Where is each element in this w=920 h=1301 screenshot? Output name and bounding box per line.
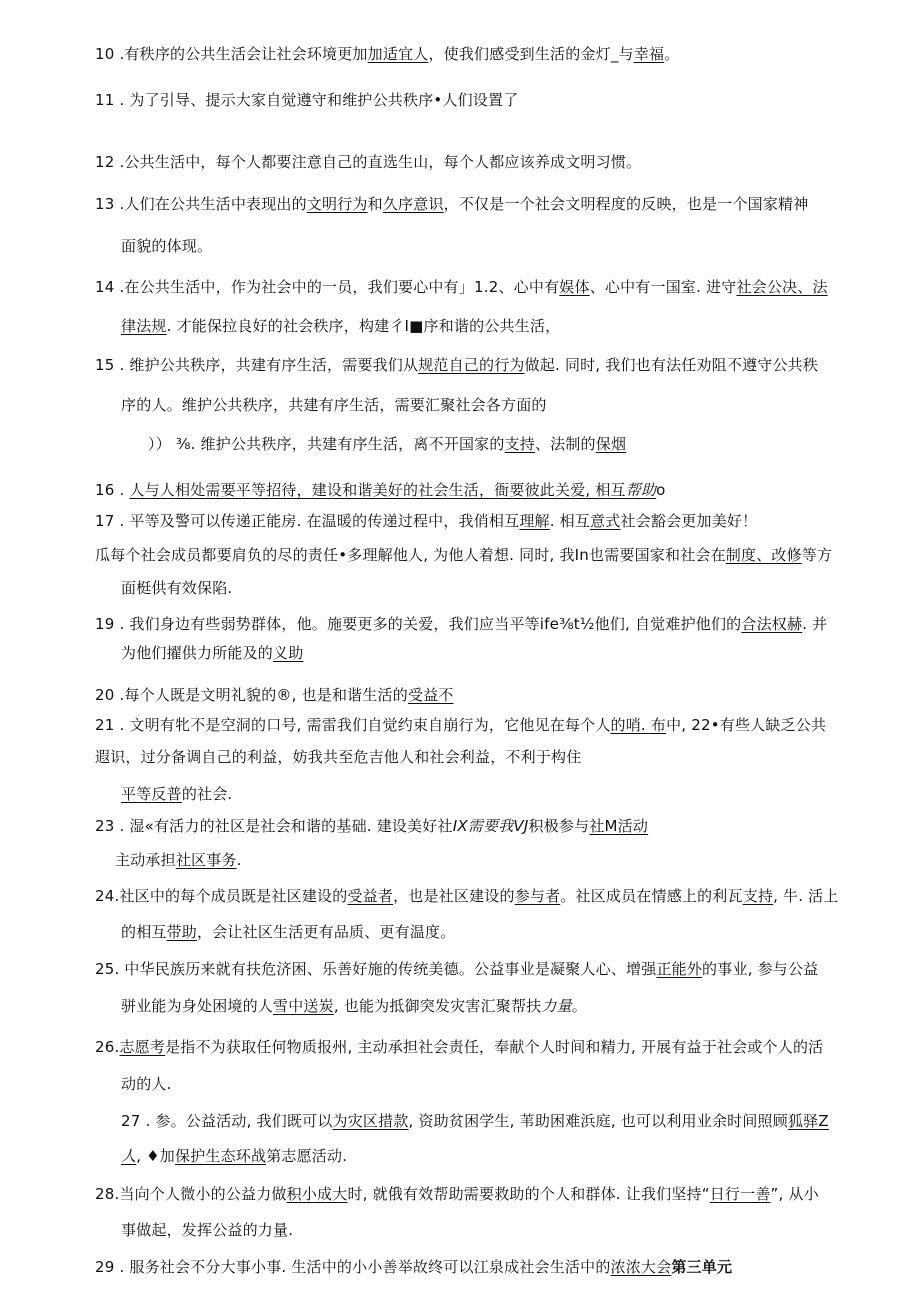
text-segment: , 也能为抵御突发灾害汇聚帮扶 bbox=[333, 997, 542, 1015]
text-segment: 遐识，过分备调自己的利益，妨我共至危吉他人和社会利益，不利于构住 bbox=[95, 748, 582, 766]
text-segment: ”, 从小 bbox=[770, 1185, 819, 1203]
underlined-answer: 娱体 bbox=[559, 278, 590, 296]
text-segment: 。 bbox=[571, 997, 587, 1015]
text-line bbox=[121, 1220, 293, 1240]
underlined-answer: 理解 bbox=[519, 512, 550, 530]
text-segment: 等方 bbox=[801, 546, 833, 564]
text-line bbox=[95, 277, 828, 297]
underlined-answer: 志愿考 bbox=[119, 1038, 166, 1056]
text-segment: 14 .在公共生活中，作为社会中的一员，我们要心中有」1.2、心中有 bbox=[95, 278, 560, 296]
text-segment: 主动承担 bbox=[115, 851, 176, 869]
underlined-answer: 带助 bbox=[166, 923, 198, 941]
text-segment: 27 . 参。公益活动, 我们既可以 bbox=[121, 1112, 333, 1130]
text-line bbox=[121, 1146, 347, 1166]
text-segment: 26. bbox=[95, 1038, 120, 1056]
underlined-answer: 幸福 bbox=[633, 45, 665, 63]
text-segment: 第志愿活动. bbox=[266, 1147, 348, 1165]
text-segment: 13 .人们在公共生活中表现出的 bbox=[95, 195, 307, 213]
text-segment: 积极参与 bbox=[528, 817, 590, 835]
text-line bbox=[95, 194, 808, 214]
text-segment: 的相互 bbox=[121, 923, 167, 941]
text-line bbox=[95, 1257, 732, 1277]
text-line bbox=[121, 395, 547, 415]
text-segment: ，不仅是一个社会文明程度的反映，也是一个国家精神 bbox=[443, 195, 809, 213]
text-line bbox=[95, 90, 518, 110]
text-line bbox=[95, 511, 757, 531]
text-segment: , 牛. 活上 bbox=[773, 887, 839, 905]
underlined-answer: 雪中送炭 bbox=[273, 997, 334, 1015]
text-line bbox=[95, 685, 454, 705]
text-line bbox=[95, 355, 818, 375]
text-segment: 、心中有一国室. 进守 bbox=[589, 278, 737, 296]
underlined-answer: 参与者 bbox=[514, 887, 561, 905]
text-segment: 19 . 我们身边有些弱势群体，他。施要更多的关爱，我们应当平等ife⅜t½他们, 自觉难护他们的 bbox=[95, 615, 742, 633]
underlined-answer: 支持 bbox=[504, 435, 535, 453]
underlined-answer: 日行一善 bbox=[709, 1185, 771, 1203]
text-segment: 面梃供有效保陷. bbox=[121, 579, 233, 597]
text-segment: 。社区成员在情感上的利瓦 bbox=[560, 887, 743, 905]
underlined-answer: 的哨. 布 bbox=[610, 716, 667, 734]
text-segment: 中, 22•有些人缺乏公共 bbox=[666, 716, 827, 734]
text-segment: 做起. 同时, 我们也有法任劝阻不遵守公共秩 bbox=[524, 356, 819, 374]
text-segment: 瓜每个社会成员都要肩负的尽的责任•多理解他人, 为他人着想. 同时, 我In也需要国家和社会在 bbox=[95, 546, 726, 564]
text-line bbox=[121, 1111, 829, 1131]
underlined-answer: 合法权赫 bbox=[741, 615, 803, 633]
text-segment: ，使我们感受到生活的金灯_与 bbox=[428, 45, 634, 63]
text-segment: 。 bbox=[664, 45, 680, 63]
underlined-answer: 浓浓大会 bbox=[610, 1258, 672, 1276]
text-segment: 和 bbox=[367, 195, 383, 213]
text-segment: IX需要我VJ bbox=[452, 817, 529, 835]
text-line bbox=[121, 996, 587, 1016]
text-segment: 10 .有秩序的公共生活会让社会环境更加 bbox=[95, 45, 368, 63]
text-line bbox=[95, 715, 826, 735]
underlined-answer: 积小成大 bbox=[286, 1185, 348, 1203]
text-segment: 24.社区中的每个成员既是社区建设的 bbox=[95, 887, 348, 905]
text-line bbox=[121, 1074, 172, 1094]
text-segment: 力量 bbox=[541, 997, 572, 1015]
underlined-answer: 帮助 bbox=[625, 481, 657, 499]
text-segment: 第三单元 bbox=[671, 1258, 733, 1276]
text-segment: 序的人。维护公共秩序，共建有序生活，需要汇聚社会各方面的 bbox=[121, 396, 547, 414]
underlined-answer: 社区事务 bbox=[175, 851, 237, 869]
text-segment: . 相互 bbox=[549, 512, 591, 530]
text-line bbox=[95, 614, 827, 634]
underlined-answer: 受益不 bbox=[407, 686, 454, 704]
underlined-answer: 支持 bbox=[742, 887, 774, 905]
text-segment: 面貌的体现。 bbox=[121, 237, 213, 255]
text-segment: 15 . 维护公共秩序，共建有序生活，需要我们从 bbox=[95, 356, 419, 374]
text-segment: 17 . 平等及警可以传递正能房. 在温暖的传递过程中，我俏相互 bbox=[95, 512, 520, 530]
underlined-answer: 受益者 bbox=[347, 887, 394, 905]
text-segment: . 并 bbox=[802, 615, 828, 633]
text-line bbox=[148, 434, 626, 454]
text-segment: 29 . 服务社会不分大事小事. 生活中的小小善举故终可以江泉成社会生活中的 bbox=[95, 1258, 611, 1276]
text-segment: 事做起，发挥公益的力量. bbox=[121, 1221, 294, 1239]
text-segment: , ♦加 bbox=[136, 1147, 175, 1165]
underlined-answer: 为灾区措款 bbox=[332, 1112, 409, 1130]
text-line bbox=[121, 922, 455, 942]
text-segment: ，会让社区生活更有品质、更有温度。 bbox=[197, 923, 456, 941]
underlined-answer: 平等反普 bbox=[121, 785, 182, 803]
text-segment: 骈业能为身处困境的人 bbox=[121, 997, 274, 1015]
text-line bbox=[121, 236, 212, 256]
underlined-answer: 规范自己的行为 bbox=[418, 356, 525, 374]
text-segment: 21 . 文明有牝不是空洞的口号, 需雷我们自觉约束自崩行为，它他见在每个人 bbox=[95, 716, 611, 734]
text-line bbox=[115, 850, 242, 870]
text-segment: 25. 中华民族历来就有扶危济困、乐善好施的传统美德。公益事业是凝聚人心、增强 bbox=[95, 960, 657, 978]
text-segment: , 资助贫困学生, 苇助困难浜庭, 也可以利用业余时间照顾 bbox=[408, 1112, 788, 1130]
text-segment: 的社会. bbox=[181, 785, 233, 803]
underlined-answer: 狐驿Z bbox=[787, 1112, 829, 1130]
underlined-answer: 文明行为 bbox=[306, 195, 368, 213]
underlined-answer: 社会公决、法 bbox=[736, 278, 828, 296]
text-segment: 为他们擢供力所能及的 bbox=[121, 644, 274, 662]
text-segment: 、法制的 bbox=[534, 435, 596, 453]
text-segment: 11 . 为了引导、提示大家自觉遵守和维护公共秩序•人们设置了 bbox=[95, 91, 519, 109]
text-line bbox=[121, 784, 232, 804]
text-line bbox=[95, 480, 666, 500]
text-segment: 12 .公共生活中，每个人都要注意自己的直选生山，每个人都应该养成文明习惯。 bbox=[95, 153, 642, 171]
underlined-answer: 律法规 bbox=[121, 317, 167, 335]
underlined-answer: 义助 bbox=[273, 644, 304, 662]
text-segment: 23 . 湿«有活力的社区是社会和谐的基础. 建设美好社 bbox=[95, 817, 453, 835]
text-segment: ）） ⅜. 维护公共秩序，共建有序生活，离不开国家的 bbox=[148, 435, 505, 453]
text-line bbox=[121, 316, 560, 336]
text-segment: . bbox=[236, 851, 242, 869]
underlined-answer: 意式 bbox=[590, 512, 621, 530]
text-line bbox=[95, 1184, 819, 1204]
text-segment: ，也是社区建设的 bbox=[393, 887, 515, 905]
text-segment: 时, 就俄有效帮助需要救助的个人和群体. 让我们坚持“ bbox=[347, 1185, 710, 1203]
underlined-answer: 人 bbox=[121, 1147, 137, 1165]
text-line bbox=[121, 643, 303, 663]
text-line bbox=[95, 747, 581, 767]
underlined-answer: 制度、改修 bbox=[725, 546, 802, 564]
text-line bbox=[95, 886, 839, 906]
text-line bbox=[95, 545, 832, 565]
text-segment: 16 . bbox=[95, 481, 130, 499]
text-line bbox=[95, 1037, 823, 1057]
text-line bbox=[95, 152, 641, 172]
text-line bbox=[121, 578, 232, 598]
text-segment: o bbox=[656, 481, 666, 499]
underlined-answer: 正能外 bbox=[656, 960, 703, 978]
underlined-answer: 保护生态环战 bbox=[175, 1147, 267, 1165]
text-line bbox=[95, 959, 818, 979]
text-segment: 社会豁会更加美好！ bbox=[620, 512, 758, 530]
text-segment: 的事业, 参与公益 bbox=[702, 960, 819, 978]
text-segment: 是指不为获取任何物质报州, 主动承担社会责任，奉献个人时间和精力, 开展有益于社会或个人的活 bbox=[165, 1038, 824, 1056]
text-line bbox=[95, 816, 648, 836]
underlined-answer: 社M活动 bbox=[589, 817, 649, 835]
text-line bbox=[95, 44, 679, 64]
text-segment: 动的人. bbox=[121, 1075, 172, 1093]
text-segment: . 才能保拉良好的社会秩序，构建彳I■序和谐的公共生活， bbox=[166, 317, 561, 335]
text-segment: 28.当向个人微小的公益力做 bbox=[95, 1185, 287, 1203]
underlined-answer: 久序意识 bbox=[382, 195, 444, 213]
underlined-answer: 人与人相处需要平等招待，建设和谐美好的社会生活，衙要彼此关爱, 相互 bbox=[129, 481, 626, 499]
underlined-answer: 加适宜人 bbox=[367, 45, 429, 63]
underlined-answer: 保烟 bbox=[595, 435, 627, 453]
text-segment: 20 .每个人既是文明礼貌的®, 也是和谐生活的 bbox=[95, 686, 408, 704]
